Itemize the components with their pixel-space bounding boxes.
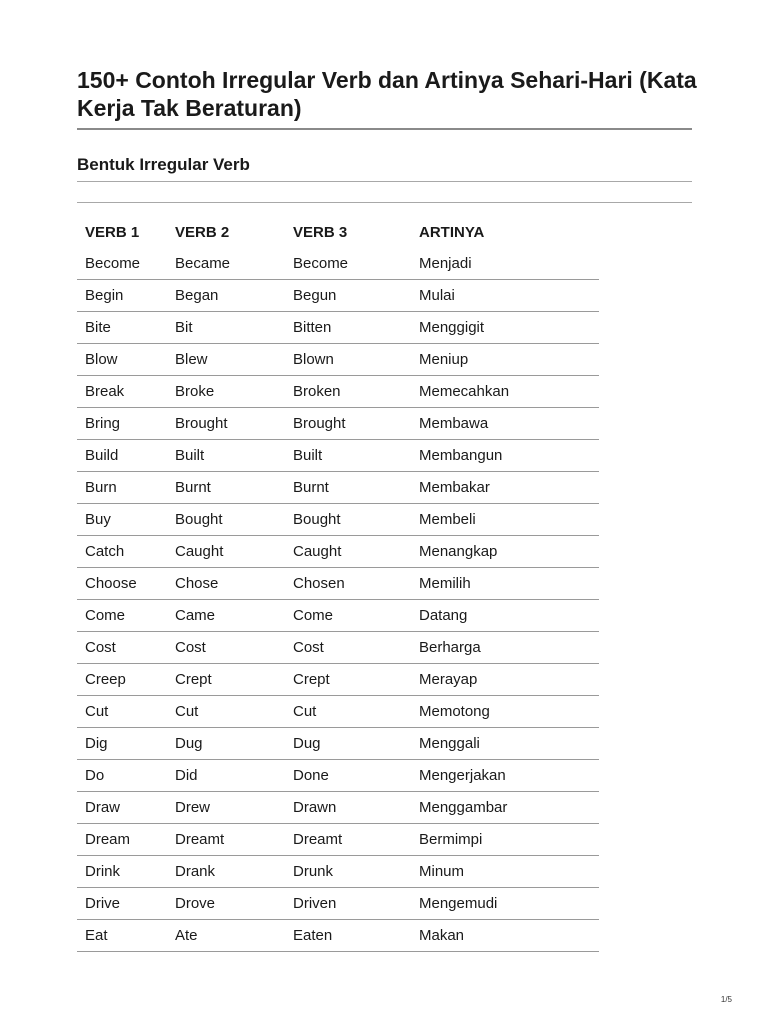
cell-verb-1: Catch [77, 536, 167, 568]
table-row [77, 696, 599, 728]
cell-artinya: Menggali [411, 728, 599, 760]
table-row [77, 312, 599, 344]
cell-verb-1: Dream [77, 824, 167, 856]
cell-verb-1: Bite [77, 312, 167, 344]
cell-artinya: Memotong [411, 696, 599, 728]
cell-verb-3: Drawn [285, 792, 411, 824]
cell-verb-2: Bit [167, 312, 285, 344]
cell-verb-2: Cut [167, 696, 285, 728]
cell-artinya: Memecahkan [411, 376, 599, 408]
header-verb-1: VERB 1 [85, 224, 140, 241]
table-row [77, 248, 599, 280]
cell-artinya: Menangkap [411, 536, 599, 568]
cell-verb-1: Become [77, 248, 167, 280]
table-row [77, 792, 599, 824]
cell-verb-2: Drove [167, 888, 285, 920]
section-heading: Bentuk Irregular Verb [77, 155, 250, 174]
cell-verb-3: Bought [285, 504, 411, 536]
cell-verb-3: Cost [285, 632, 411, 664]
cell-verb-2: Crept [167, 664, 285, 696]
header-verb-2: VERB 2 [175, 224, 230, 241]
table-row [77, 728, 599, 760]
table-row [77, 536, 599, 568]
cell-verb-1: Blow [77, 344, 167, 376]
cell-verb-2: Caught [167, 536, 285, 568]
cell-verb-2: Bought [167, 504, 285, 536]
cell-artinya: Menjadi [411, 248, 599, 280]
cell-verb-3: Eaten [285, 920, 411, 952]
table-row [77, 344, 599, 376]
cell-verb-3: Begun [285, 280, 411, 312]
cell-verb-1: Buy [77, 504, 167, 536]
cell-verb-3: Come [285, 600, 411, 632]
cell-verb-1: Drink [77, 856, 167, 888]
cell-verb-3: Chosen [285, 568, 411, 600]
cell-verb-1: Build [77, 440, 167, 472]
table-row [77, 504, 599, 536]
cell-artinya: Membeli [411, 504, 599, 536]
cell-verb-1: Cut [77, 696, 167, 728]
cell-verb-2: Dreamt [167, 824, 285, 856]
cell-verb-2: Began [167, 280, 285, 312]
cell-artinya: Memilih [411, 568, 599, 600]
cell-verb-2: Became [167, 248, 285, 280]
cell-artinya: Berharga [411, 632, 599, 664]
table-row [77, 824, 599, 856]
title-divider [77, 128, 692, 130]
cell-verb-1: Come [77, 600, 167, 632]
cell-verb-1: Bring [77, 408, 167, 440]
cell-verb-2: Drank [167, 856, 285, 888]
table-row [77, 568, 599, 600]
cell-artinya: Merayap [411, 664, 599, 696]
cell-artinya: Mulai [411, 280, 599, 312]
table-row [77, 760, 599, 792]
cell-verb-2: Cost [167, 632, 285, 664]
cell-verb-3: Drunk [285, 856, 411, 888]
cell-artinya: Mengerjakan [411, 760, 599, 792]
cell-verb-3: Done [285, 760, 411, 792]
cell-verb-3: Blown [285, 344, 411, 376]
cell-verb-1: Burn [77, 472, 167, 504]
cell-verb-2: Chose [167, 568, 285, 600]
cell-verb-2: Burnt [167, 472, 285, 504]
cell-artinya: Makan [411, 920, 599, 952]
cell-verb-3: Cut [285, 696, 411, 728]
cell-verb-2: Built [167, 440, 285, 472]
table-row [77, 920, 599, 952]
cell-artinya: Datang [411, 600, 599, 632]
page-number: 1/5 [720, 995, 732, 1004]
cell-verb-1: Begin [77, 280, 167, 312]
irregular-verb-table [77, 217, 599, 952]
cell-verb-2: Drew [167, 792, 285, 824]
table-body [77, 248, 599, 952]
cell-verb-2: Broke [167, 376, 285, 408]
cell-artinya: Meniup [411, 344, 599, 376]
cell-artinya: Membawa [411, 408, 599, 440]
header-artinya: ARTINYA [419, 224, 485, 241]
cell-artinya: Menggambar [411, 792, 599, 824]
cell-artinya: Membangun [411, 440, 599, 472]
table-row [77, 472, 599, 504]
table-row [77, 408, 599, 440]
header-verb-3: VERB 3 [293, 224, 348, 241]
section-divider-top [77, 181, 692, 182]
cell-verb-1: Draw [77, 792, 167, 824]
cell-verb-3: Dug [285, 728, 411, 760]
cell-verb-3: Caught [285, 536, 411, 568]
cell-artinya: Minum [411, 856, 599, 888]
cell-artinya: Membakar [411, 472, 599, 504]
cell-verb-3: Burnt [285, 472, 411, 504]
table-row [77, 600, 599, 632]
cell-artinya: Menggigit [411, 312, 599, 344]
cell-verb-3: Built [285, 440, 411, 472]
cell-verb-3: Crept [285, 664, 411, 696]
table-row [77, 856, 599, 888]
cell-verb-1: Choose [77, 568, 167, 600]
cell-verb-1: Do [77, 760, 167, 792]
cell-verb-1: Creep [77, 664, 167, 696]
cell-verb-1: Break [77, 376, 167, 408]
cell-verb-1: Drive [77, 888, 167, 920]
cell-verb-3: Become [285, 248, 411, 280]
cell-verb-3: Broken [285, 376, 411, 408]
table-row [77, 280, 599, 312]
cell-verb-1: Cost [77, 632, 167, 664]
section-divider-bottom [77, 202, 692, 203]
cell-verb-3: Brought [285, 408, 411, 440]
cell-verb-2: Did [167, 760, 285, 792]
cell-verb-2: Dug [167, 728, 285, 760]
table-row [77, 440, 599, 472]
table-row [77, 664, 599, 696]
page-title: 150+ Contoh Irregular Verb dan Artinya Sehari-Hari (Kata Kerja Tak Beraturan) [77, 67, 697, 121]
table-header-row [77, 217, 599, 248]
cell-artinya: Bermimpi [411, 824, 599, 856]
cell-verb-2: Brought [167, 408, 285, 440]
cell-verb-1: Dig [77, 728, 167, 760]
table-row [77, 632, 599, 664]
cell-verb-2: Blew [167, 344, 285, 376]
cell-verb-3: Driven [285, 888, 411, 920]
cell-verb-1: Eat [77, 920, 167, 952]
cell-verb-2: Came [167, 600, 285, 632]
cell-artinya: Mengemudi [411, 888, 599, 920]
table-row [77, 376, 599, 408]
cell-verb-2: Ate [167, 920, 285, 952]
table-row [77, 888, 599, 920]
cell-verb-3: Bitten [285, 312, 411, 344]
cell-verb-3: Dreamt [285, 824, 411, 856]
